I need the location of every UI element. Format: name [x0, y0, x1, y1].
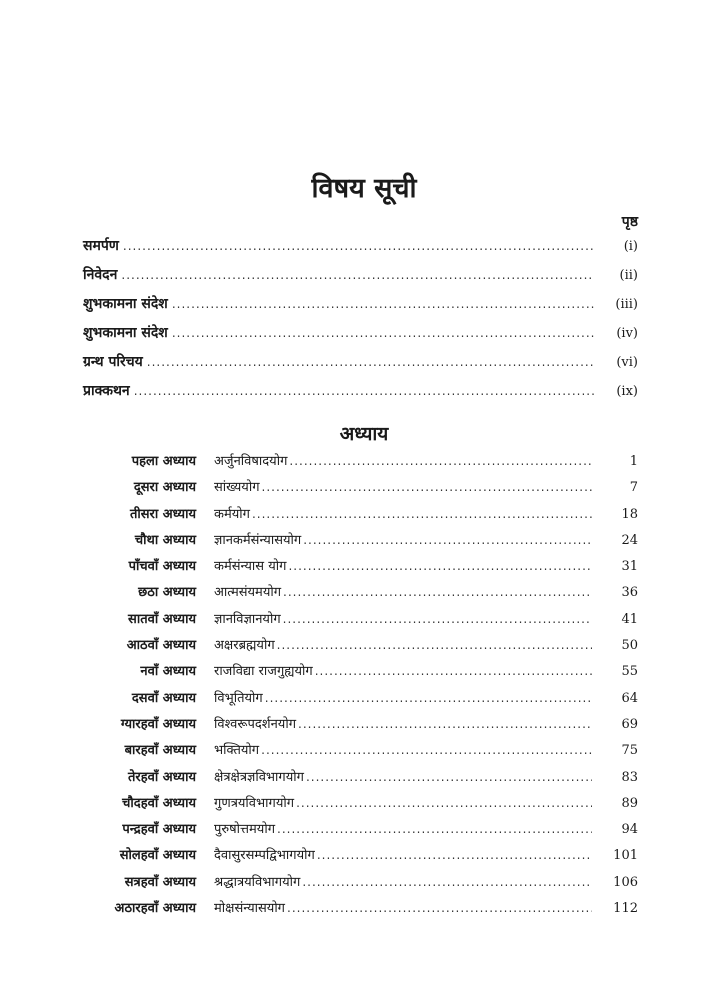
- toc-entry[interactable]: [83, 294, 638, 323]
- chapter-name: गुणत्रयविभागयोग: [214, 795, 295, 811]
- chapter-page-number: 50: [621, 638, 638, 654]
- chapter-name: श्रद्धात्रयविभागयोग: [214, 874, 301, 890]
- chapter-page-number: 101: [613, 848, 638, 864]
- chapter-page-number: 106: [613, 874, 638, 890]
- chapter-entry[interactable]: [83, 504, 638, 530]
- chapter-name: मोक्षसंन्यासयोग: [214, 901, 286, 917]
- page-title: विषय सूची: [311, 173, 417, 204]
- chapter-name: भक्तियोग: [214, 743, 260, 759]
- chapter-number-label: आठवाँ अध्याय: [126, 638, 196, 654]
- dot-leader: [147, 355, 594, 369]
- dot-leader: [287, 901, 592, 915]
- chapter-name: कर्मयोग: [214, 506, 250, 522]
- chapter-name: आत्मसंयमयोग: [214, 585, 282, 601]
- chapter-entry[interactable]: [83, 740, 638, 766]
- chapter-page-number: 31: [621, 559, 638, 575]
- toc-entry[interactable]: [83, 352, 638, 381]
- chapter-number-label: बारहवाँ अध्याय: [124, 743, 196, 759]
- entry-label: प्राक्कथन: [83, 383, 130, 399]
- chapter-name: अक्षरब्रह्मयोग: [214, 638, 275, 654]
- chapter-name: पुरुषोत्तमयोग: [214, 822, 276, 838]
- chapter-number-label: चौथा अध्याय: [134, 532, 196, 548]
- front-matter-list: [83, 236, 638, 410]
- chapter-number-label: दसवाँ अध्याय: [131, 690, 196, 706]
- page-column-heading: पृष्ठ: [621, 214, 638, 230]
- chapter-entry[interactable]: [83, 477, 638, 503]
- chapter-entry[interactable]: [83, 609, 638, 635]
- chapter-page-number: 83: [621, 769, 638, 785]
- chapter-page-number: 36: [621, 585, 638, 601]
- chapter-entry[interactable]: [83, 767, 638, 793]
- entry-label: निवेदन: [83, 267, 118, 283]
- chapter-number-label: दूसरा अध्याय: [133, 480, 196, 496]
- chapter-number-label: ग्यारहवाँ अध्याय: [120, 716, 196, 732]
- chapter-page-number: 55: [621, 664, 638, 680]
- chapter-entry[interactable]: [83, 582, 638, 608]
- dot-leader: [261, 743, 592, 757]
- chapter-page-number: 69: [621, 716, 638, 732]
- chapter-number-label: तेरहवाँ अध्याय: [127, 769, 196, 785]
- chapter-name: विभूतियोग: [214, 690, 263, 706]
- chapter-name: क्षेत्रक्षेत्रज्ञविभागयोग: [214, 769, 304, 785]
- chapter-entry[interactable]: [83, 793, 638, 819]
- chapters-heading: अध्याय: [339, 423, 389, 445]
- chapter-name: अर्जुनविषादयोग: [214, 454, 288, 469]
- entry-label: ग्रन्थ परिचय: [83, 354, 143, 370]
- chapter-number-label: पाँचवाँ अध्याय: [128, 559, 196, 575]
- chapter-number-label: चौदहवाँ अध्याय: [122, 795, 196, 811]
- dot-leader: [123, 239, 594, 253]
- chapter-page-number: 41: [621, 611, 638, 627]
- chapter-number-label: सत्रहवाँ अध्याय: [124, 874, 196, 890]
- entry-label: शुभकामना संदेश: [83, 296, 168, 312]
- dot-leader: [303, 533, 592, 547]
- chapter-entry[interactable]: [83, 635, 638, 661]
- chapter-number-label: सोलहवाँ अध्याय: [119, 848, 196, 864]
- dot-leader: [302, 875, 592, 889]
- chapter-number-label: पहला अध्याय: [131, 454, 196, 469]
- dot-leader: [317, 848, 592, 862]
- chapter-name: ज्ञानकर्मसंन्यासयोग: [214, 532, 302, 548]
- dot-leader: [306, 770, 592, 784]
- toc-entry[interactable]: [83, 236, 638, 265]
- chapter-name: सांख्ययोग: [214, 480, 260, 496]
- chapter-number-label: पन्द्रहवाँ अध्याय: [122, 822, 196, 838]
- chapter-number-label: अठारहवाँ अध्याय: [114, 901, 196, 917]
- entry-page-number: (iv): [616, 326, 638, 341]
- chapter-number-label: नवाँ अध्याय: [140, 664, 196, 680]
- chapter-name: विश्वरूपदर्शनयोग: [214, 716, 297, 732]
- entry-page-number: (iii): [615, 297, 638, 312]
- dot-leader: [265, 691, 592, 705]
- chapters-list: [83, 451, 638, 924]
- dot-leader: [277, 822, 592, 836]
- entry-page-number: (vi): [616, 355, 638, 370]
- chapter-page-number: 112: [613, 901, 638, 917]
- chapter-entry[interactable]: [83, 661, 638, 687]
- chapter-entry[interactable]: [83, 819, 638, 845]
- dot-leader: [121, 268, 594, 282]
- dot-leader: [172, 297, 594, 311]
- toc-entry[interactable]: [83, 265, 638, 294]
- toc-entry[interactable]: [83, 381, 638, 410]
- entry-page-number: (ii): [619, 268, 638, 283]
- dot-leader: [134, 384, 594, 398]
- chapter-page-number: 75: [621, 743, 638, 759]
- entry-page-number: (i): [623, 239, 638, 254]
- dot-leader: [289, 454, 592, 468]
- chapter-page-number: 24: [621, 532, 638, 548]
- chapter-page-number: 94: [621, 822, 638, 838]
- chapter-entry[interactable]: [83, 451, 638, 477]
- toc-entry[interactable]: [83, 323, 638, 352]
- chapter-entry[interactable]: [83, 688, 638, 714]
- dot-leader: [283, 612, 592, 626]
- dot-leader: [288, 559, 592, 573]
- chapter-number-label: छठा अध्याय: [138, 585, 196, 601]
- entry-page-number: (ix): [616, 384, 638, 399]
- dot-leader: [283, 585, 592, 599]
- entry-label: शुभकामना संदेश: [83, 325, 168, 341]
- entry-label: समर्पण: [83, 238, 119, 254]
- chapter-entry[interactable]: [83, 845, 638, 871]
- dot-leader: [262, 480, 592, 494]
- dot-leader: [296, 796, 592, 810]
- dot-leader: [315, 664, 592, 678]
- chapter-page-number: 7: [629, 480, 638, 496]
- chapter-entry[interactable]: [83, 898, 638, 924]
- chapter-name: राजविद्या राजगुह्ययोग: [214, 664, 313, 680]
- chapter-entry[interactable]: [83, 714, 638, 740]
- chapter-number-label: सातवाँ अध्याय: [128, 611, 196, 627]
- chapter-page-number: 89: [621, 795, 638, 811]
- dot-leader: [277, 638, 592, 652]
- dot-leader: [298, 717, 592, 731]
- chapter-name: दैवासुरसम्पद्विभागयोग: [214, 848, 315, 864]
- chapter-number-label: तीसरा अध्याय: [129, 506, 196, 522]
- chapter-entry[interactable]: [83, 530, 638, 556]
- chapter-page-number: 64: [621, 690, 638, 706]
- dot-leader: [252, 507, 592, 521]
- dot-leader: [172, 326, 594, 340]
- chapter-name: कर्मसंन्यास योग: [214, 559, 287, 575]
- chapter-name: ज्ञानविज्ञानयोग: [214, 611, 281, 627]
- chapter-entry[interactable]: [83, 556, 638, 582]
- chapter-page-number: 1: [629, 454, 638, 469]
- chapter-entry[interactable]: [83, 872, 638, 898]
- chapter-page-number: 18: [621, 506, 638, 522]
